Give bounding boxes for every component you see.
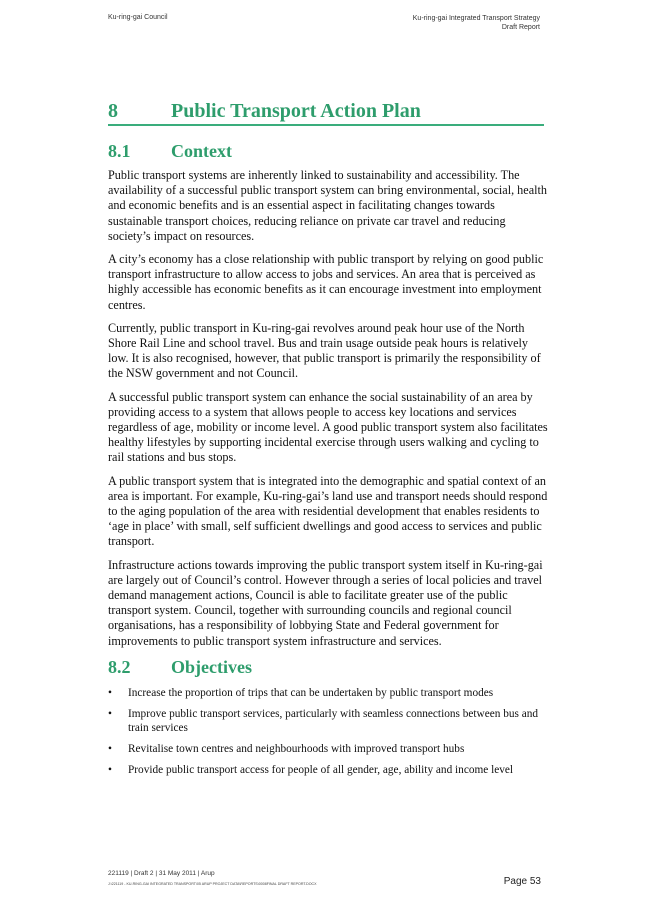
paragraph: Public transport systems are inherently linked to sustainability and accessibility. The availability of a successful public transport system can bring environmental, social, health and economic benefits and is an essential aspect in facilitating changes towards sustainable transport choices, reducing reliance on private car travel and reducing society’s impact on resources. — [108, 168, 547, 243]
list-item — [108, 742, 548, 756]
header-title-line: Ku-ring-gai Integrated Transport Strategy — [412, 15, 540, 22]
list-item-text: Provide public transport access for people of all gender, age, ability and income level — [128, 764, 514, 776]
paragraph: A public transport system that is integrated into the demographic and spatial context of an area is important. For example, Ku-ring-gai’s land use and transport needs should respond to the aging population of the area with residential development that enables residents to ‘age in place’ with small, self sufficient dwellings and good access to services and public transport. — [108, 473, 548, 549]
subsection-title: Objectives — [171, 657, 252, 677]
paragraph: A city’s economy has a close relationship with public transport by relying on good public transport infrastructure to allow access to jobs and services. An area that is perceived as highly accessible has economic benefits as it can encourage investment into employment centres. — [108, 252, 544, 312]
subsection-number: 8.1 — [108, 141, 131, 161]
paragraph: Currently, public transport in Ku-ring-gai revolves around peak hour use of the North Shore Rail Line and school travel. Bus and train usage outside peak hours is relatively low. It is also recognised, however, that public transport is primarily the responsibility of the NSW government and not Council. — [108, 320, 541, 381]
section-number: 8 — [108, 100, 118, 122]
footer-document-info: 221119 | Draft 2 | 31 May 2011 | Arup — [108, 870, 215, 877]
subsection-heading-objectives — [108, 657, 252, 677]
subsection-title: Context — [171, 141, 232, 161]
header-organisation: Ku-ring-gai Council — [108, 14, 168, 21]
paragraph: Infrastructure actions towards improving the public transport system itself in Ku-ring-gai are largely out of Council’s control. However through a series of local policies and travel demand management actions, Council is able to facilitate greater use of the public transport system. Council, together with surrounding councils and regional council organisations, has a responsibility of lobbying State and Federal government for improvements to public transport system infrastructure and services. — [108, 557, 543, 648]
objectives-list — [108, 686, 548, 784]
list-item-text: Increase the proportion of trips that can be undertaken by public transport modes — [128, 687, 494, 699]
bullet-icon: • — [108, 764, 112, 776]
list-item-text: Revitalise town centres and neighbourhoods with improved transport hubs — [128, 743, 465, 755]
header-subtitle-line: Draft Report — [501, 24, 540, 31]
section-title: Public Transport Action Plan — [171, 100, 421, 122]
bullet-icon: • — [108, 708, 112, 720]
context-body — [108, 168, 548, 657]
header-document-title — [413, 14, 540, 32]
bullet-icon: • — [108, 743, 112, 755]
section-heading — [108, 99, 544, 126]
list-item — [108, 763, 548, 777]
paragraph: A successful public transport system can enhance the social sustainability of an area by providing access to a system that allows people to access key locations and services regardless of age, mobility or income level. A good public transport system also facilitates healthy lifestyles by supporting incidental exercise through users walking and cycling to rail stations and bus stops. — [108, 389, 548, 465]
footer-file-path: J:\221119 - KU-RING-GAI INTEGRATED TRANSPORT\05 ARUP PROJECT DATA\REPORTS\0008FINAL DRAFT REPORT.DOCX — [108, 882, 317, 886]
subsection-number: 8.2 — [108, 657, 131, 677]
page-number: Page 53 — [503, 876, 541, 887]
list-item-text: Improve public transport services, particularly with seamless connections between bus and train services — [128, 708, 539, 734]
list-item — [108, 707, 548, 735]
bullet-icon: • — [108, 687, 112, 699]
list-item — [108, 686, 548, 700]
subsection-heading-context — [108, 141, 232, 161]
